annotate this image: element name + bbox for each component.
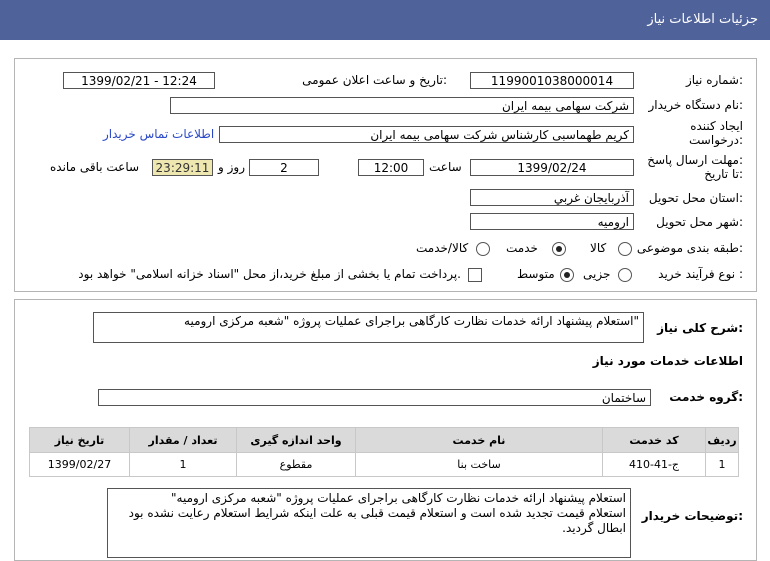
province-label: استان محل تحویل:	[648, 191, 743, 205]
deadline-time-field: 12:00	[358, 159, 424, 176]
cell-quantity: 1	[130, 453, 237, 477]
treasury-checkbox[interactable]	[468, 268, 482, 282]
buyer-notes-line-3: ابطال گردید.	[562, 521, 626, 535]
deadline-time-label: ساعت	[429, 160, 462, 174]
buyer-notes-label: توضیحات خریدار:	[641, 509, 743, 523]
table-header-row	[30, 428, 739, 453]
requester-label-2: درخواست:	[689, 133, 743, 147]
need-number-field: 1199001038000014	[470, 72, 634, 89]
requester-label-1: ایجاد کننده	[690, 119, 743, 133]
services-table	[29, 427, 739, 477]
cell-need-date: 1399/02/27	[30, 453, 130, 477]
deadline-label-1: مهلت ارسال پاسخ:	[647, 153, 743, 167]
announce-datetime-field: 1399/02/21 - 12:24	[63, 72, 215, 89]
process-radio-minor[interactable]	[618, 268, 632, 282]
table-row	[30, 453, 739, 477]
deadline-days-field: 2	[249, 159, 319, 176]
cell-row: 1	[706, 453, 739, 477]
buyer-org-field: شرکت سهامی بیمه ایران	[170, 97, 634, 114]
buyer-contact-link[interactable]: اطلاعات تماس خریدار	[103, 127, 215, 141]
category-radio-service[interactable]	[552, 242, 566, 256]
category-option-goods: کالا	[590, 241, 607, 255]
cell-unit: مقطوع	[237, 453, 356, 477]
province-field: آذربایجان غربي	[470, 189, 634, 206]
buyer-org-label: نام دستگاه خریدار:	[648, 98, 743, 112]
col-quantity: تعداد / مقدار	[130, 428, 237, 453]
city-field: ارومیه	[470, 213, 634, 230]
category-radio-goods-service[interactable]	[476, 242, 490, 256]
general-desc-field: استعلام پیشنهاد ارائه خدمات نظارت کارگاهی براجرای عملیات پروژه "شعبه مرکزی ارومیه"	[93, 312, 644, 343]
need-number-label: شماره نیاز:	[685, 73, 743, 87]
treasury-checkbox-text: پرداخت تمام یا بخشی از مبلغ خرید،از محل "اسناد خزانه اسلامی" خواهد بود.	[78, 267, 461, 281]
deadline-date-field: 1399/02/24	[470, 159, 634, 176]
service-group-field: ساختمان	[98, 389, 651, 406]
remaining-label: ساعت باقی مانده	[50, 160, 140, 174]
title-bar	[0, 0, 770, 40]
cell-service-name: ساخت بنا	[356, 453, 603, 477]
col-service-name: نام خدمت	[356, 428, 603, 453]
announce-datetime-label: تاریخ و ساعت اعلان عمومی:	[302, 73, 447, 87]
deadline-days-label: روز و	[218, 160, 245, 174]
category-option-goods-service: کالا/خدمت	[416, 241, 469, 255]
col-service-code: کد خدمت	[603, 428, 706, 453]
cell-service-code: ج-41-410	[603, 453, 706, 477]
page-title: جزئیات اطلاعات نیاز	[647, 12, 758, 27]
category-option-service: خدمت	[506, 241, 538, 255]
col-need-date: تاریخ نیاز	[30, 428, 130, 453]
category-label: طبقه بندی موضوعی:	[636, 241, 743, 255]
city-label: شهر محل تحویل:	[656, 215, 743, 229]
category-radio-goods[interactable]	[618, 242, 632, 256]
countdown-timer: 23:29:11	[152, 159, 213, 176]
service-group-label: گروه خدمت:	[669, 390, 743, 404]
process-option-minor: جزیی	[583, 267, 611, 281]
buyer-notes-line-1: استعلام پیشنهاد ارائه خدمات نظارت کارگاهی براجرای عملیات پروژه "شعبه مرکزی ارومیه"	[171, 491, 626, 505]
deadline-label-2: تا تاریخ:	[704, 167, 743, 181]
services-section-header: اطلاعات خدمات مورد نیاز	[592, 354, 743, 368]
process-option-medium: متوسط	[517, 267, 555, 281]
purchase-process-label: نوع فرآیند خرید :	[658, 267, 743, 281]
requester-field: کریم طهماسبی کارشناس شرکت سهامی بیمه ایران	[219, 126, 634, 143]
buyer-notes-box	[107, 488, 631, 558]
general-desc-label: شرح کلی نیاز:	[657, 321, 743, 335]
col-unit: واحد اندازه گیری	[237, 428, 356, 453]
col-row: ردیف	[706, 428, 739, 453]
buyer-notes-line-2: استعلام قیمت تجدید شده است و استعلام قیمت قبلی به علت اینکه شرایط استعلام رعایت نشده بود	[128, 506, 626, 520]
process-radio-medium[interactable]	[560, 268, 574, 282]
